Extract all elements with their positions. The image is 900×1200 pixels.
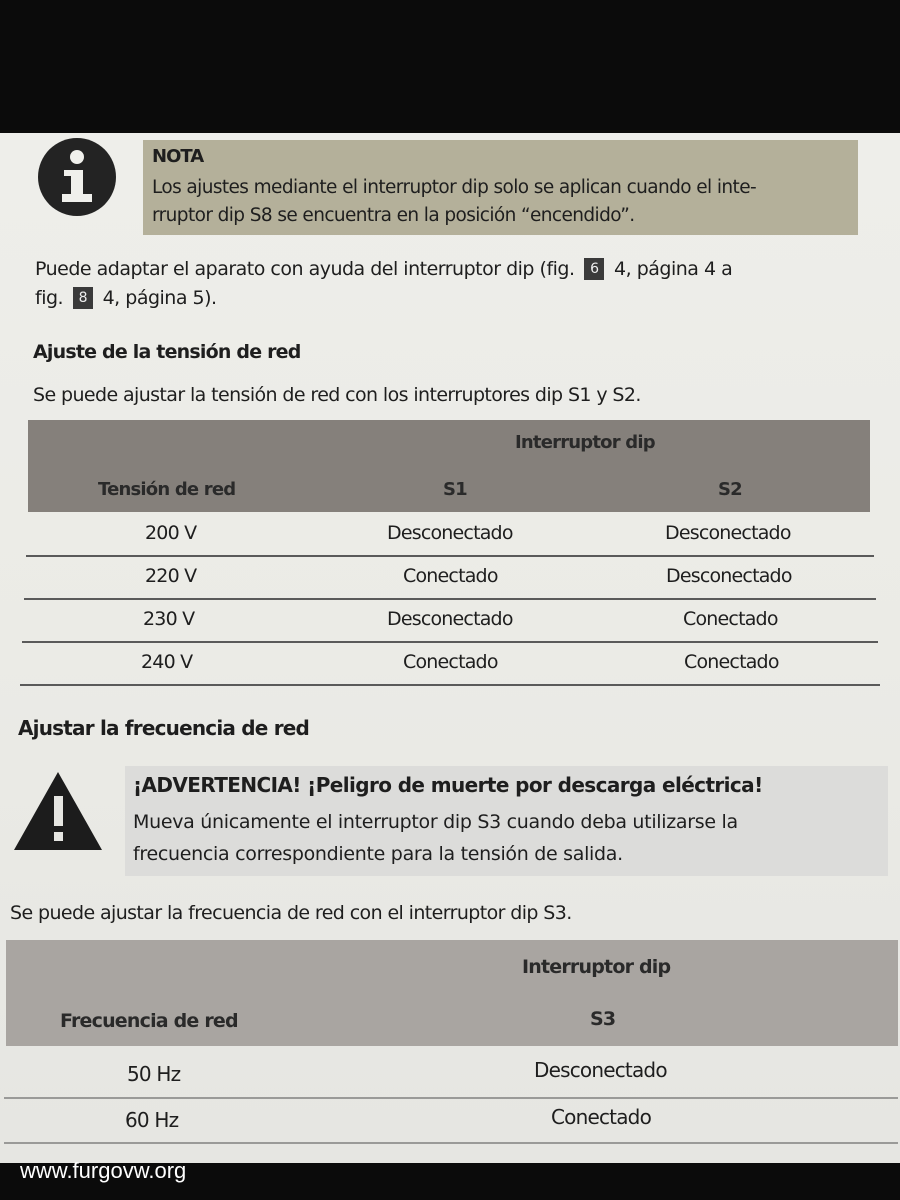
voltage-col-label: Tensión de red	[98, 479, 236, 500]
row-divider	[4, 1142, 898, 1144]
frequency-group-header: Interruptor dip	[522, 956, 671, 978]
warning-line-2: frecuencia correspondiente para la tensión de salida.	[133, 843, 623, 865]
s1-state: Desconectado	[387, 608, 513, 630]
voltage-col-s2: S2	[718, 479, 742, 500]
s1-state: Conectado	[403, 565, 498, 587]
warning-icon	[12, 770, 104, 852]
voltage-col-s1: S1	[443, 479, 467, 500]
frequency-description: Se puede ajustar la frecuencia de red con el interruptor dip S3.	[10, 902, 572, 924]
frequency-col-label: Frecuencia de red	[60, 1010, 238, 1032]
row-divider	[4, 1097, 898, 1099]
s3-state: Desconectado	[534, 1058, 667, 1082]
intro-text-4: 4, página 5).	[102, 287, 217, 309]
s1-state: Conectado	[403, 651, 498, 673]
intro-text-1: Puede adaptar el aparato con ayuda del interruptor dip (fig.	[35, 258, 575, 280]
figure-badge-8: 8	[73, 287, 93, 309]
voltage-value: 230 V	[143, 608, 195, 630]
voltage-value: 220 V	[145, 565, 197, 587]
info-icon	[38, 138, 116, 216]
intro-text-3: fig.	[35, 287, 64, 309]
figure-badge-6: 6	[584, 258, 604, 280]
frequency-value: 60 Hz	[125, 1108, 179, 1132]
voltage-description: Se puede ajustar la tensión de red con los interruptores dip S1 y S2.	[33, 384, 641, 406]
s2-state: Conectado	[683, 608, 778, 630]
intro-text-2: 4, página 4 a	[614, 258, 733, 280]
frequency-value: 50 Hz	[127, 1062, 181, 1086]
s3-state: Conectado	[551, 1105, 652, 1129]
warning-text	[133, 806, 873, 870]
s1-state: Desconectado	[387, 522, 513, 544]
frequency-heading: Ajustar la frecuencia de red	[18, 716, 310, 740]
s2-state: Conectado	[684, 651, 779, 673]
row-divider	[22, 641, 878, 643]
voltage-heading: Ajuste de la tensión de red	[33, 341, 301, 363]
intro-paragraph	[35, 255, 855, 313]
note-title: NOTA	[152, 146, 204, 167]
voltage-value: 240 V	[141, 651, 193, 673]
s2-state: Desconectado	[666, 565, 792, 587]
row-divider	[26, 555, 874, 557]
row-divider	[20, 684, 880, 686]
note-text	[152, 174, 842, 230]
voltage-value: 200 V	[145, 522, 197, 544]
warning-line-1: Mueva únicamente el interruptor dip S3 cuando deba utilizarse la	[133, 811, 738, 833]
frequency-col-s3: S3	[590, 1008, 616, 1030]
note-line-1: Los ajustes mediante el interruptor dip solo se aplican cuando el inte-	[152, 177, 757, 198]
intro-line-2	[35, 284, 855, 313]
voltage-group-header: Interruptor dip	[515, 432, 655, 453]
note-line-2: rruptor dip S8 se encuentra en la posición “encendido”.	[152, 205, 635, 226]
intro-line-1	[35, 255, 855, 284]
warning-title: ¡ADVERTENCIA! ¡Peligro de muerte por descarga eléctrica!	[133, 773, 763, 797]
watermark: www.furgovw.org	[20, 1158, 187, 1183]
row-divider	[24, 598, 876, 600]
s2-state: Desconectado	[665, 522, 791, 544]
